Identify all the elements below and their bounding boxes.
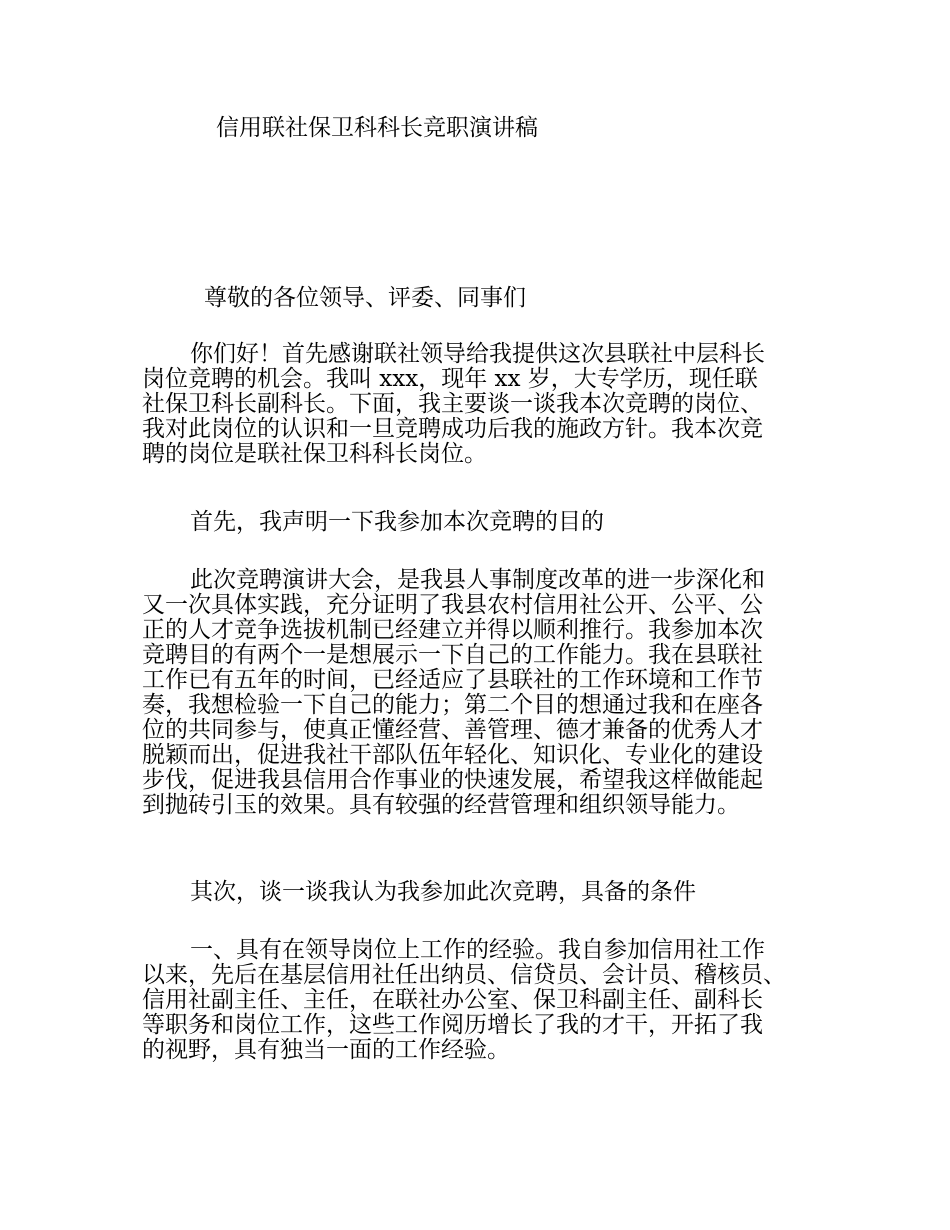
paragraph-experience [142,938,814,1063]
paragraph-line: 的视野，具有独当一面的工作经验。 [142,1037,510,1063]
section-heading-purpose [142,510,814,535]
paragraph-line: 你们好！首先感谢联社领导给我提供这次县联社中层科长 [190,341,765,367]
paragraph-line: 工作已有五年的时间，已经适应了县联社的工作环境和工作节 [142,667,763,693]
paragraph-line: 以来，先后在基层信用社任出纳员、信贷员、会计员、稽核员、 [142,962,786,988]
section-heading-conditions [142,880,814,905]
paragraph-line: 奏，我想检验一下自己的能力；第二个目的想通过我和在座各 [142,692,763,718]
paragraph-line: 一、具有在领导岗位上工作的经验。我自参加信用社工作 [190,937,765,963]
paragraph-line: 信用社副主任、主任，在联社办公室、保卫科副主任、副科长 [142,987,763,1013]
paragraph-line: 其次，谈一谈我认为我参加此次竞聘，具备的条件 [190,879,696,905]
paragraph-line: 步伐，促进我县信用合作事业的快速发展，希望我这样做能起 [142,767,763,793]
paragraph-line: 位的共同参与，使真正懂经营、善管理、德才兼备的优秀人才 [142,717,763,743]
paragraph-line: 脱颖而出，促进我社干部队伍年轻化、知识化、专业化的建设 [142,742,763,768]
paragraph-purpose [142,568,814,818]
paragraph-line: 我对此岗位的认识和一旦竞聘成功后我的施政方针。我本次竞 [142,416,763,442]
document-title: 信用联社保卫科科长竞职演讲稿 [216,115,538,141]
paragraph-line: 首先，我声明一下我参加本次竞聘的目的 [190,509,604,535]
paragraph-line: 竞聘目的有两个一是想展示一下自己的工作能力。我在县联社 [142,642,763,668]
paragraph-greeting [142,342,814,467]
paragraph-line: 岗位竞聘的机会。我叫 xxx，现年 xx 岁，大专学历，现任联 [142,366,758,392]
paragraph-line: 此次竞聘演讲大会，是我县人事制度改革的进一步深化和 [190,567,765,593]
paragraph-line: 社保卫科长副科长。下面，我主要谈一谈我本次竞聘的岗位、 [142,391,763,417]
paragraph-line: 等职务和岗位工作，这些工作阅历增长了我的才干，开拓了我 [142,1012,763,1038]
salutation: 尊敬的各位领导、评委、同事们 [204,285,526,311]
paragraph-line: 到抛砖引玉的效果。具有较强的经营管理和组织领导能力。 [142,792,740,818]
paragraph-line: 正的人才竞争选拔机制已经建立并得以顺利推行。我参加本次 [142,617,763,643]
paragraph-line: 聘的岗位是联社保卫科科长岗位。 [142,441,487,467]
paragraph-line: 又一次具体实践，充分证明了我县农村信用社公开、公平、公 [142,592,763,618]
